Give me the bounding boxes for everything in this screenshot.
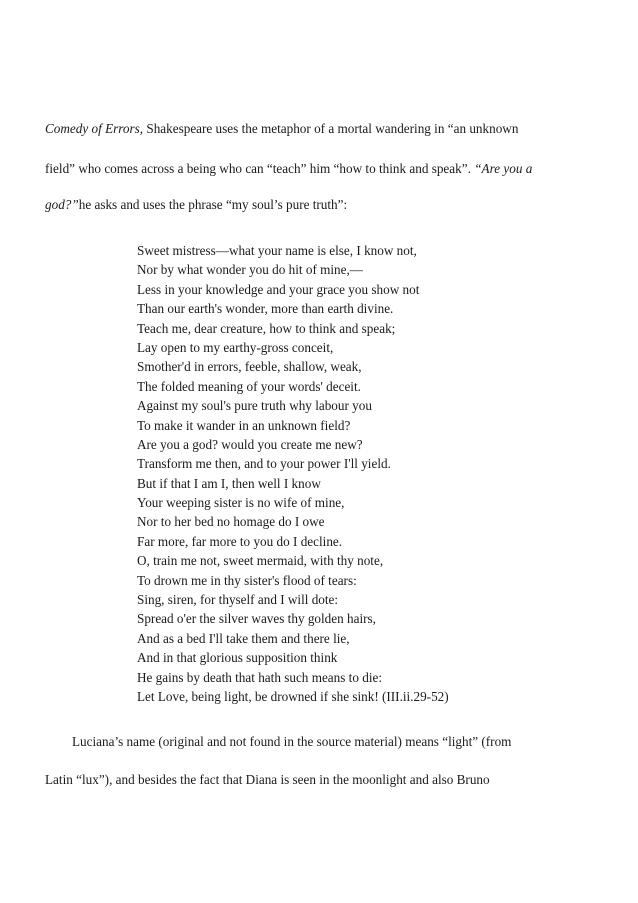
verse-line: Less in your knowledge and your grace you show not [137, 281, 420, 297]
verse-line: Are you a god? would you create me new? [137, 436, 363, 452]
verse-line: Teach me, dear creature, how to think and speak; [137, 320, 396, 336]
verse-block [137, 241, 449, 706]
verse-line: Than our earth's wonder, more than earth divine. [137, 301, 394, 317]
verse-line: Spread o'er the silver waves thy golden hairs, [137, 611, 376, 627]
verse-line: But if that I am I, then well I know [137, 475, 321, 491]
verse-line: Nor to her bed no homage do I owe [137, 514, 325, 530]
verse-line: And in that glorious supposition think [137, 650, 338, 666]
quote-italic-end: god?” [45, 197, 79, 212]
paragraph-1-line-2-text: field” who comes across a being who can “teach” him “how to think and speak”. [45, 161, 475, 176]
paragraph-1-line-3-text: he asks and uses the phrase “my soul’s pure truth”: [78, 197, 348, 212]
verse-line: Transform me then, and to your power I'll yield. [137, 456, 391, 472]
paragraph-1-line-1 [45, 121, 518, 137]
paragraph-1-line-1-text: , Shakespeare uses the metaphor of a mortal wandering in “an unknown [139, 121, 519, 136]
verse-line: Sweet mistress—what your name is else, I know not, [137, 243, 417, 258]
verse-line: He gains by death that hath such means to die: [137, 669, 383, 685]
paragraph-1-line-2 [45, 161, 532, 177]
paragraph-1-line-3 [45, 197, 347, 213]
verse-line: And as a bed I'll take them and there lie, [137, 630, 350, 646]
verse-line: Far more, far more to you do I decline. [137, 533, 343, 549]
paragraph-2-line-1: Luciana’s name (original and not found in the source material) means “light” (from [72, 734, 512, 749]
verse-line: Your weeping sister is no wife of mine, [137, 495, 345, 511]
verse-line: Against my soul's pure truth why labour you [137, 398, 372, 414]
verse-line: Sing, siren, for thyself and I will dote: [137, 592, 339, 608]
quote-italic: “Are you a [474, 161, 533, 176]
verse-line: Smother'd in errors, feeble, shallow, weak, [137, 359, 362, 375]
verse-line: Nor by what wonder you do hit of mine,— [137, 262, 363, 278]
verse-line: To make it wander in an unknown field? [137, 417, 351, 433]
verse-line: The folded meaning of your words' deceit. [137, 378, 361, 394]
verse-line: O, train me not, sweet mermaid, with thy note, [137, 553, 384, 569]
paragraph-2-line-2: Latin “lux”), and besides the fact that Diana is seen in the moonlight and also Bruno [45, 772, 490, 787]
play-title-italic: Comedy of Errors [45, 121, 140, 136]
verse-line: To drown me in thy sister's flood of tears: [137, 572, 357, 588]
verse-line: Lay open to my earthy-gross conceit, [137, 339, 334, 355]
verse-line: Let Love, being light, be drowned if she sink! (III.ii.29-52) [137, 688, 449, 704]
